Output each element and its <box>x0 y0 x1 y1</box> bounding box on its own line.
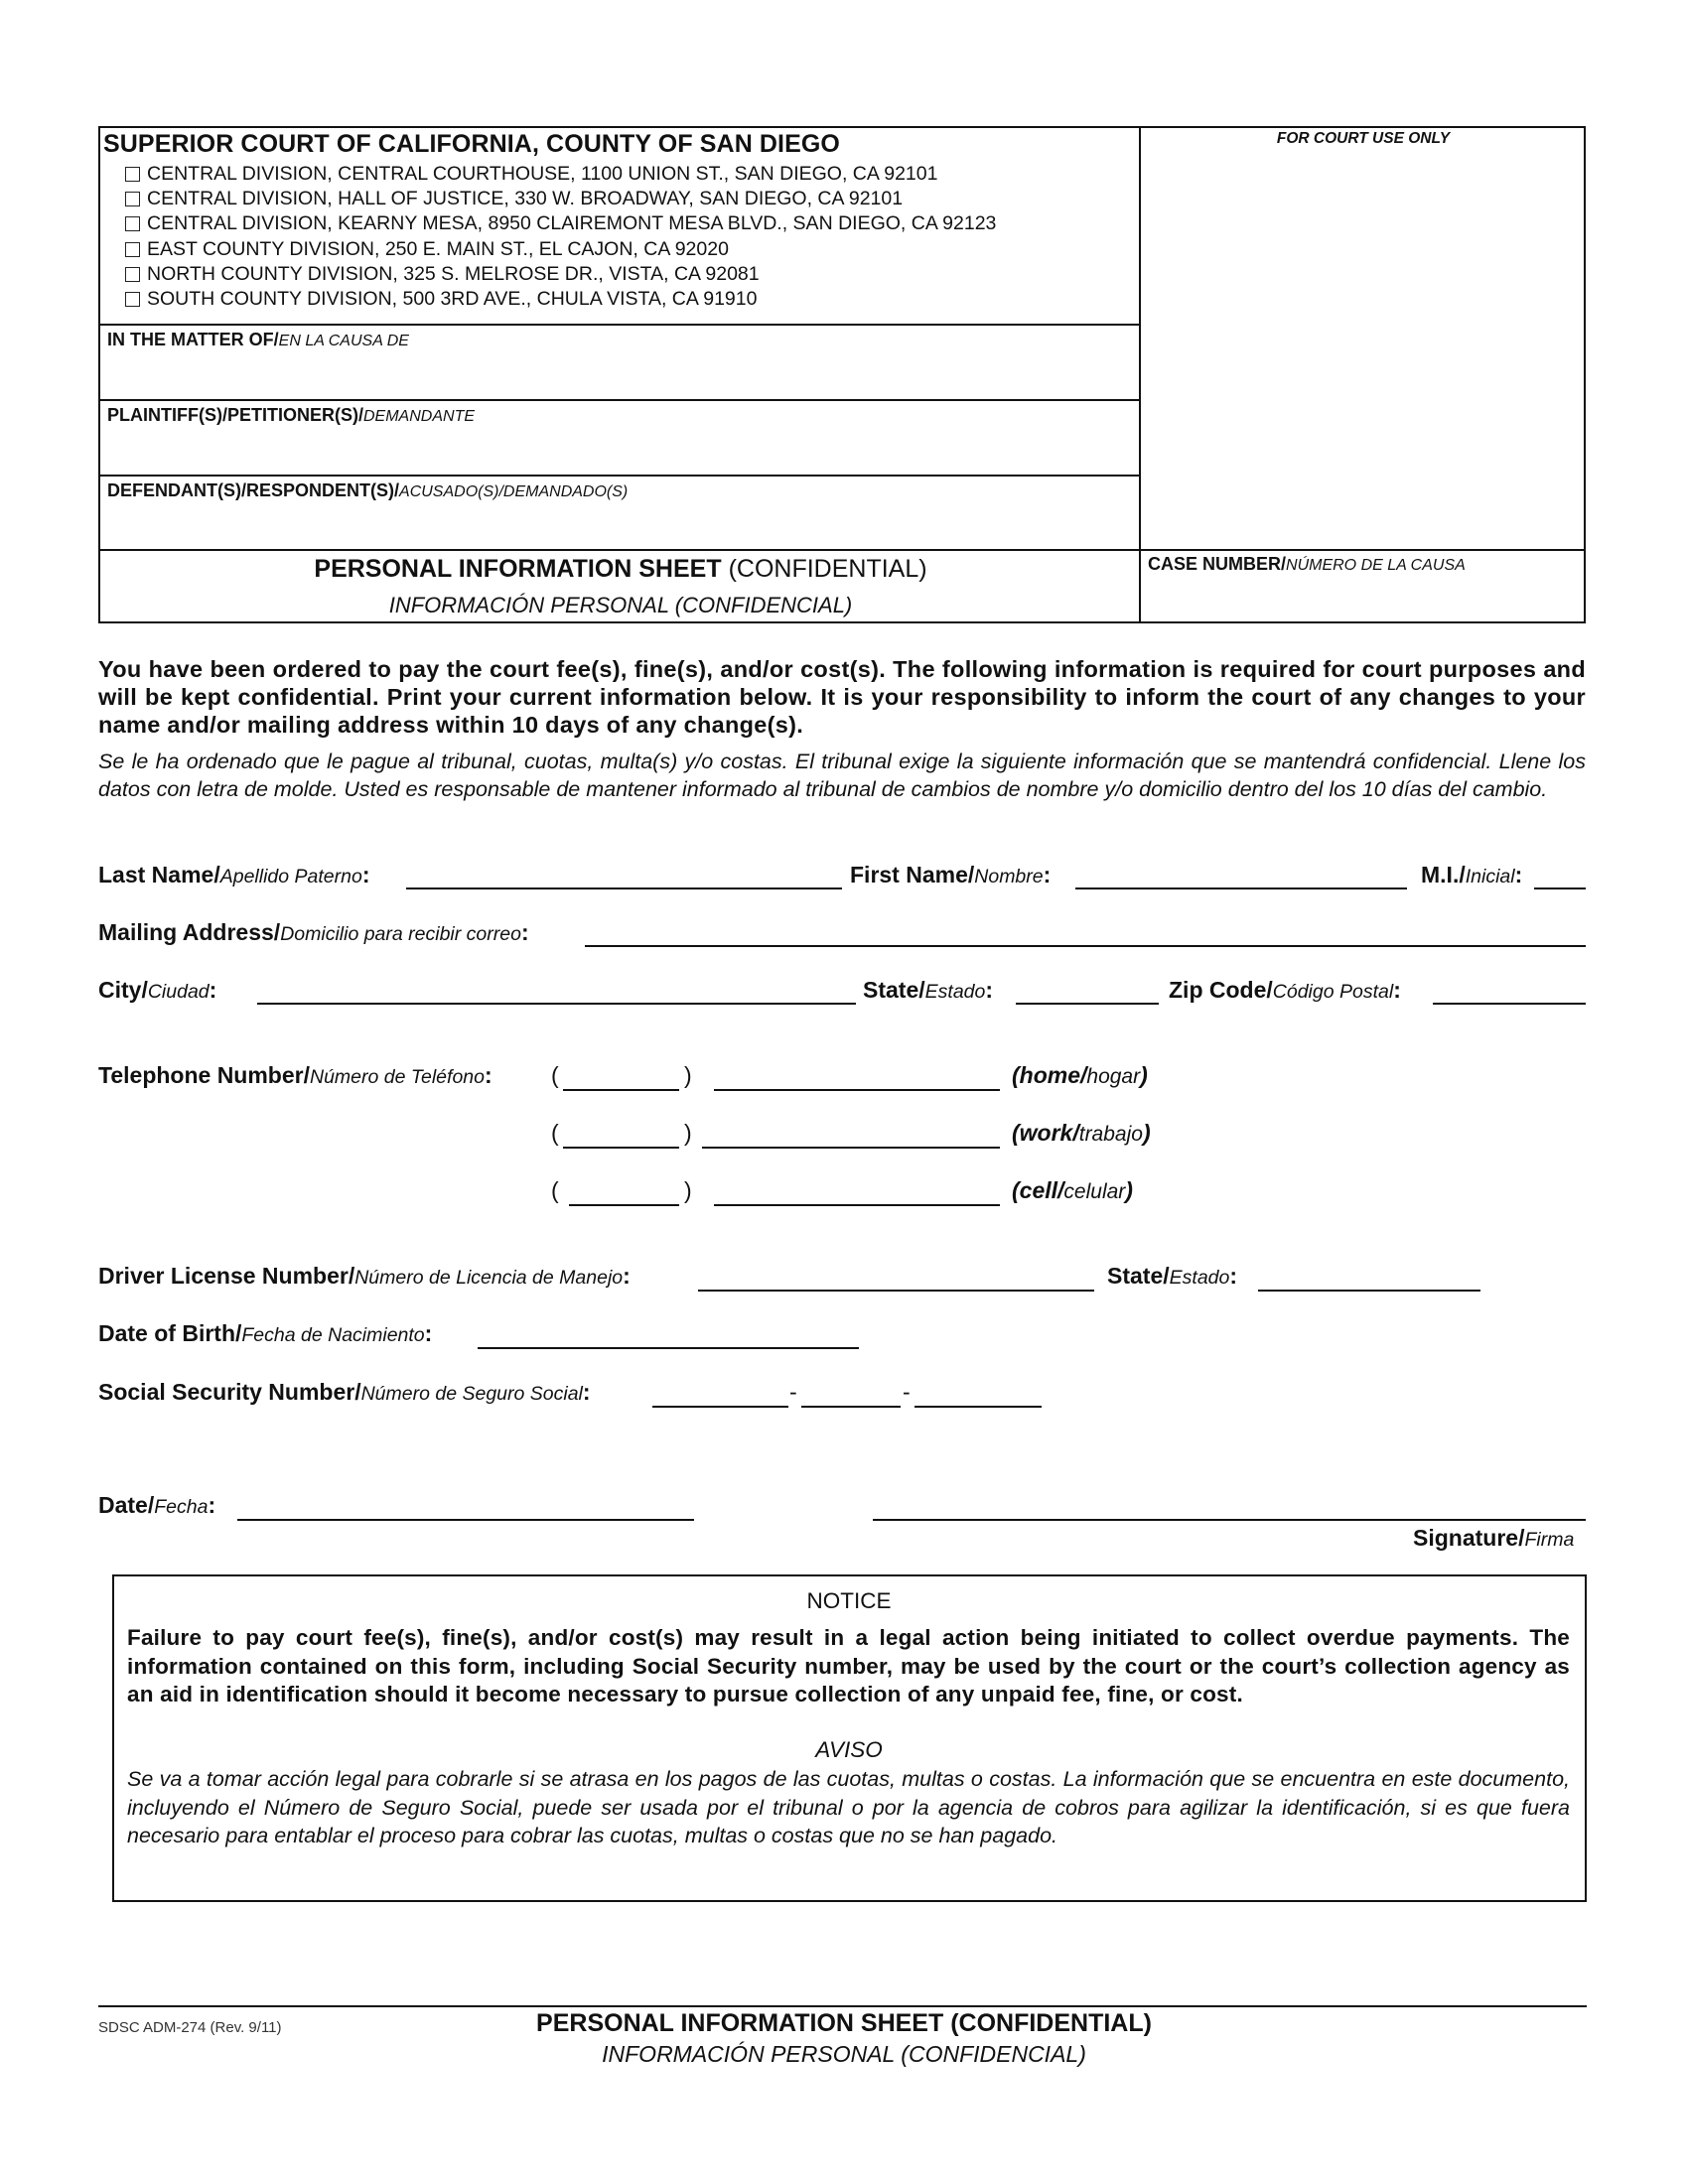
ssn-label: Social Security Number/Número de Seguro Social: <box>98 1379 591 1405</box>
open-paren: ( <box>551 1062 559 1088</box>
phone-type-home: (home/hogar) <box>1012 1062 1148 1088</box>
footer-title: PERSONAL INFORMATION SHEET (CONFIDENTIAL) <box>536 2009 1152 2037</box>
area-code-line[interactable] <box>569 1204 679 1206</box>
open-paren: ( <box>551 1177 559 1203</box>
notice-text-en: Failure to pay court fee(s), fine(s), and/or cost(s) may result in a legal action being initiated to collect overdue payments. The information contained on this form, including Social Security number, may be used by the court or the court’s collection agency as an aid in identification should it become necessary to pursue collection of any unpaid fee, fine, or cost. <box>127 1625 1570 1706</box>
first-name-line[interactable] <box>1075 887 1407 889</box>
signature-label: Signature/Firma <box>1413 1525 1575 1551</box>
plaintiff-field[interactable] <box>100 401 1141 477</box>
city-line[interactable] <box>257 1003 856 1005</box>
ssn-dash: - <box>789 1379 797 1405</box>
caption-box <box>98 126 1586 623</box>
plaintiff-label: PLAINTIFF(S)/PETITIONER(S)/DEMANDANTE <box>107 405 476 425</box>
court-use-label: FOR COURT USE ONLY <box>1276 130 1451 147</box>
defendant-label: DEFENDANT(S)/RESPONDENT(S)/ACUSADO(S)/DEMANDADO(S) <box>107 480 629 500</box>
phone-line[interactable] <box>714 1089 1000 1091</box>
checkbox[interactable] <box>125 167 140 182</box>
state-label: State/Estado: <box>863 977 994 1003</box>
instructions-en: You have been ordered to pay the court fee(s), fine(s), and/or cost(s). The following information is required for court purposes and will be kept confidential. Print your current information below. It is your responsibility to inform the court of any changes to your name and/or mailing address within 10 days of any change(s). <box>98 656 1586 738</box>
ssn-part2-line[interactable] <box>801 1406 901 1408</box>
ssn-part1-line[interactable] <box>652 1406 788 1408</box>
checkbox[interactable] <box>125 292 140 307</box>
mailing-address-label: Mailing Address/Domicilio para recibir correo: <box>98 919 529 945</box>
defendant-field[interactable] <box>100 477 1141 551</box>
date-line[interactable] <box>237 1519 694 1521</box>
location-option[interactable] <box>125 287 757 312</box>
zip-code-line[interactable] <box>1433 1003 1586 1005</box>
date-label: Date/Fecha: <box>98 1492 216 1518</box>
court-use-cell <box>1141 128 1586 551</box>
phone-line[interactable] <box>702 1147 1000 1149</box>
court-title: SUPERIOR COURT OF CALIFORNIA, COUNTY OF SAN DIEGO <box>103 130 840 158</box>
form-id: SDSC ADM-274 (Rev. 9/11) <box>98 2019 282 2036</box>
area-code-line[interactable] <box>563 1147 679 1149</box>
location-label: CENTRAL DIVISION, KEARNY MESA, 8950 CLAIREMONT MESA BLVD., SAN DIEGO, CA 92123 <box>147 212 997 234</box>
ssn-dash: - <box>903 1379 911 1405</box>
matter-label: IN THE MATTER OF/EN LA CAUSA DE <box>107 330 409 349</box>
dob-label: Date of Birth/Fecha de Nacimiento: <box>98 1320 433 1346</box>
notice-title-es: AVISO <box>815 1737 883 1762</box>
zip-code-label: Zip Code/Código Postal: <box>1169 977 1401 1003</box>
location-option[interactable] <box>125 162 937 187</box>
notice-title: NOTICE <box>806 1588 892 1613</box>
driver-license-label: Driver License Number/Número de Licencia de Manejo: <box>98 1263 631 1289</box>
location-option[interactable] <box>125 237 729 262</box>
city-label: City/Ciudad: <box>98 977 217 1003</box>
close-paren: ) <box>684 1120 692 1146</box>
first-name-label: First Name/Nombre: <box>850 862 1052 887</box>
telephone-label: Telephone Number/Número de Teléfono: <box>98 1062 492 1088</box>
checkbox[interactable] <box>125 192 140 206</box>
phone-type-cell: (cell/celular) <box>1012 1177 1133 1203</box>
close-paren: ) <box>684 1062 692 1088</box>
location-label: CENTRAL DIVISION, HALL OF JUSTICE, 330 W. BROADWAY, SAN DIEGO, CA 92101 <box>147 188 904 209</box>
middle-initial-label: M.I./Inicial: <box>1421 862 1523 887</box>
area-code-line[interactable] <box>563 1089 679 1091</box>
court-cell <box>100 128 1141 326</box>
phone-line[interactable] <box>714 1204 1000 1206</box>
last-name-label: Last Name/Apellido Paterno: <box>98 862 370 887</box>
location-option[interactable] <box>125 262 760 287</box>
footer-rule <box>98 2005 1587 2007</box>
driver-license-line[interactable] <box>698 1290 1094 1292</box>
ssn-part3-line[interactable] <box>914 1406 1042 1408</box>
location-label: EAST COUNTY DIVISION, 250 E. MAIN ST., EL CAJON, CA 92020 <box>147 238 729 260</box>
dl-state-label: State/Estado: <box>1107 1263 1238 1289</box>
location-label: NORTH COUNTY DIVISION, 325 S. MELROSE DR., VISTA, CA 92081 <box>147 263 760 285</box>
checkbox[interactable] <box>125 267 140 282</box>
form-title: PERSONAL INFORMATION SHEET (CONFIDENTIAL) <box>314 555 927 583</box>
location-option[interactable] <box>125 211 996 236</box>
location-option[interactable] <box>125 187 903 211</box>
notice-box <box>112 1574 1587 1902</box>
close-paren: ) <box>684 1177 692 1203</box>
matter-field[interactable] <box>100 326 1141 401</box>
location-label: CENTRAL DIVISION, CENTRAL COURTHOUSE, 1100 UNION ST., SAN DIEGO, CA 92101 <box>147 163 938 185</box>
last-name-line[interactable] <box>406 887 842 889</box>
dob-line[interactable] <box>478 1347 859 1349</box>
form-title-es: INFORMACIÓN PERSONAL (CONFIDENCIAL) <box>388 593 853 617</box>
state-line[interactable] <box>1016 1003 1159 1005</box>
instructions-es: Se le ha ordenado que le pague al tribunal, cuotas, multa(s) y/o costas. El tribunal exige la siguiente información que se mantendrá confidencial. Llene los datos con letra de molde. Usted es responsable de mantener informado al tribunal de cambios de nombre y/o domicilio dentro del los 10 días del cambio. <box>98 750 1586 801</box>
signature-line[interactable] <box>873 1519 1586 1521</box>
phone-type-work: (work/trabajo) <box>1012 1120 1151 1146</box>
form-title-cell <box>100 551 1141 623</box>
checkbox[interactable] <box>125 216 140 231</box>
location-label: SOUTH COUNTY DIVISION, 500 3RD AVE., CHULA VISTA, CA 91910 <box>147 288 758 310</box>
dl-state-line[interactable] <box>1258 1290 1480 1292</box>
mailing-address-line[interactable] <box>585 945 1586 947</box>
middle-initial-line[interactable] <box>1534 887 1586 889</box>
case-number-label: CASE NUMBER/NÚMERO DE LA CAUSA <box>1148 554 1466 574</box>
notice-text-es: Se va a tomar acción legal para cobrarle si se atrasa en los pagos de las cuotas, multas o costas. La información que se encuentra en este documento, incluyendo el Número de Seguro Social, puede ser usada por el tribunal o por la agencia de cobros para agilizar la identificación, si es que fuera necesario para entablar el proceso para cobrar las cuotas, multas o costas que no se han pagado. <box>127 1767 1570 1847</box>
checkbox[interactable] <box>125 242 140 257</box>
footer-title-es: INFORMACIÓN PERSONAL (CONFIDENCIAL) <box>602 2041 1086 2067</box>
open-paren: ( <box>551 1120 559 1146</box>
